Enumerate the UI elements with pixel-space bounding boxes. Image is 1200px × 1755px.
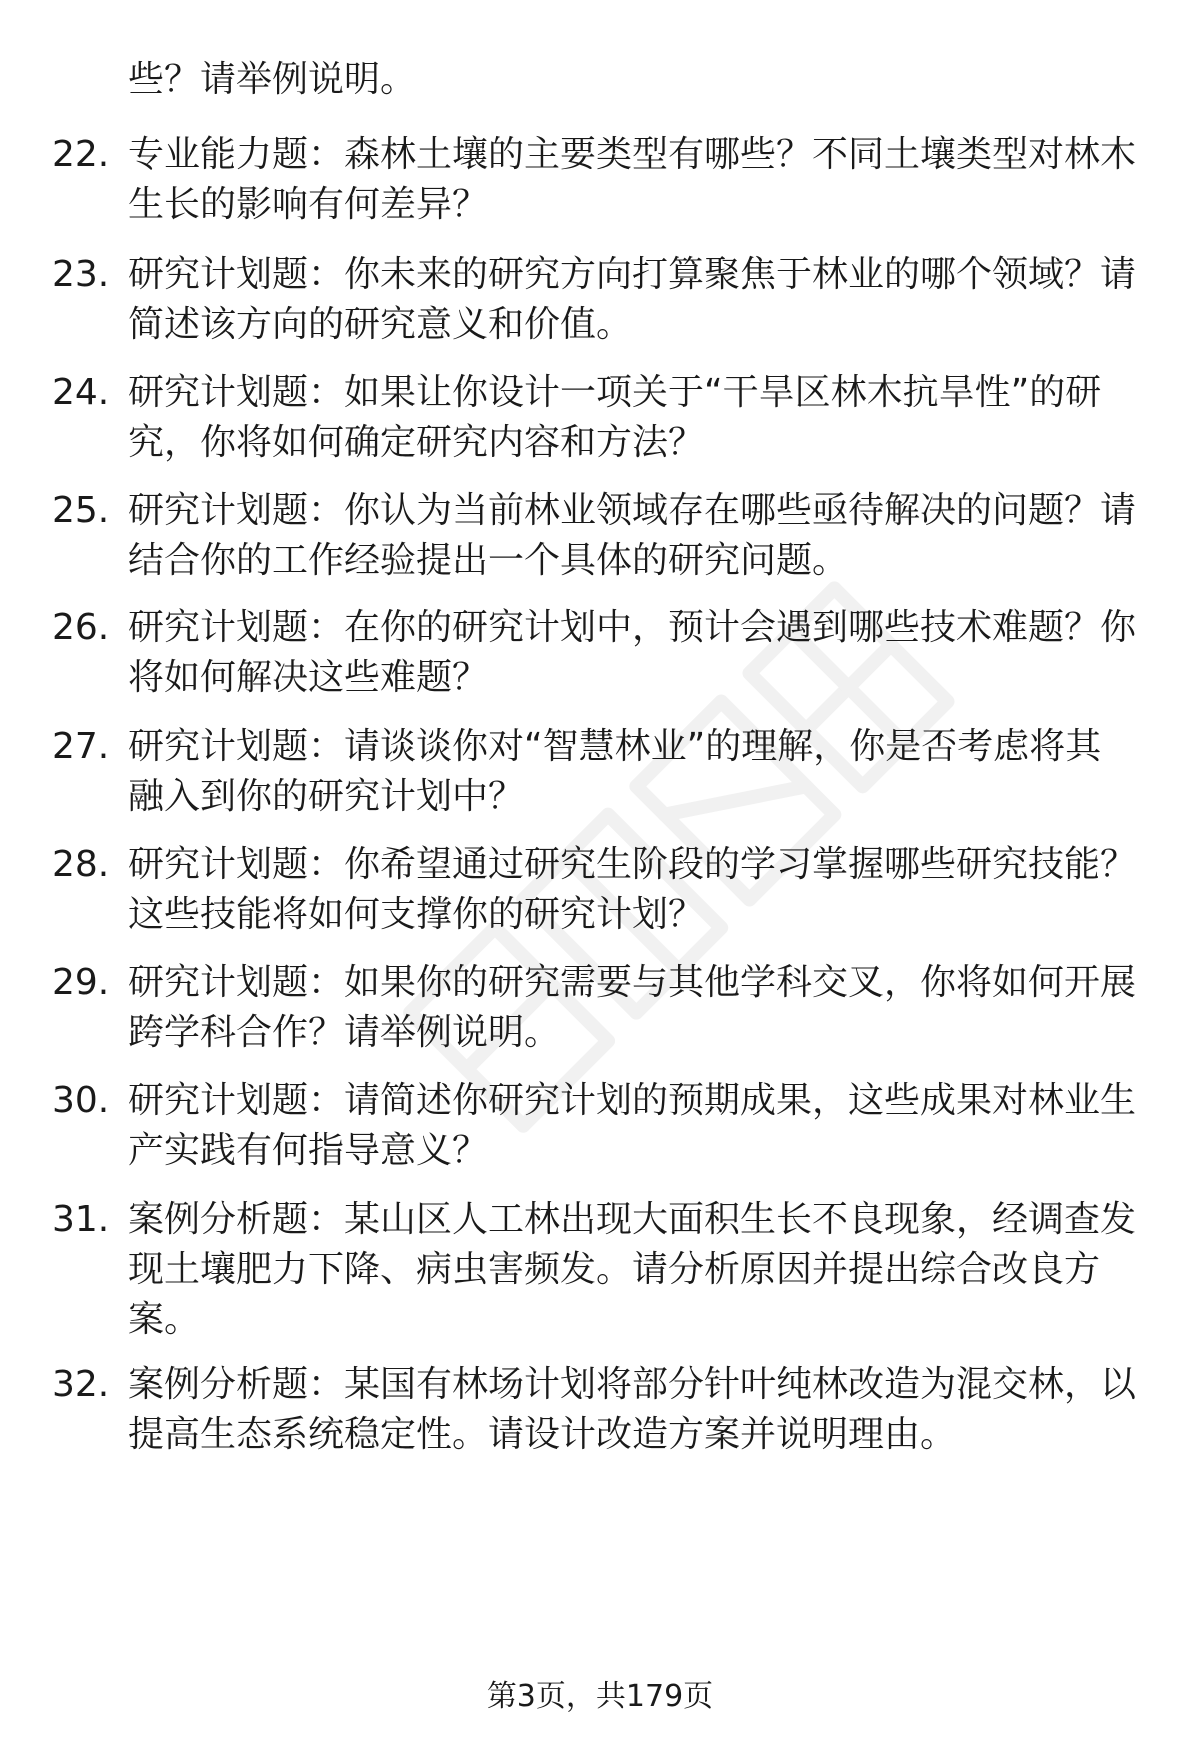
question-number: 30. xyxy=(52,1080,110,1121)
question-text: 研究计划题：如果你的研究需要与其他学科交叉，你将如何开展 跨学科合作？请举例说明。 xyxy=(128,962,1137,1053)
question-text: 研究计划题：你希望通过研究生阶段的学习掌握哪些研究技能？ 这些技能将如何支撑你的研究计划？ xyxy=(128,844,1137,935)
question-number: 32. xyxy=(52,1364,110,1405)
question-text: 研究计划题：在你的研究计划中，预计会遇到哪些技术难题？你 将如何解决这些难题？ xyxy=(128,607,1137,698)
question-text: 案例分析题：某山区人工林出现大面积生长不良现象，经调查发 现土壤肥力下降、病虫害频发。请分析原因并提出综合改良方 案。 xyxy=(128,1199,1137,1340)
question-number: 23. xyxy=(52,254,110,295)
question-text: 研究计划题：请简述你研究计划的预期成果，这些成果对林业生 产实践有何指导意义？ xyxy=(128,1080,1137,1171)
question-number: 26. xyxy=(52,607,110,648)
question-number: 27. xyxy=(52,726,110,767)
question-number: 29. xyxy=(52,962,110,1003)
question-text: 些？请举例说明。 xyxy=(128,59,417,100)
question-number: 24. xyxy=(52,372,110,413)
question-text: 研究计划题：你认为当前林业领域存在哪些亟待解决的问题？请 结合你的工作经验提出一个具体的研究问题。 xyxy=(128,490,1137,581)
question-number: 25. xyxy=(52,490,110,531)
page-number-footer: 第3页，共179页 xyxy=(486,1679,714,1714)
question-text: 研究计划题：你未来的研究方向打算聚焦于林业的哪个领域？请 简述该方向的研究意义和价值。 xyxy=(128,254,1137,345)
question-text: 研究计划题：请谈谈你对“智慧林业”的理解，你是否考虑将其 融入到你的研究计划中？ xyxy=(128,726,1102,817)
question-number: 31. xyxy=(52,1199,110,1240)
question-text: 研究计划题：如果让你设计一项关于“干旱区林木抗旱性”的研 究，你将如何确定研究内容和方法？ xyxy=(128,372,1102,463)
question-text: 专业能力题：森林土壤的主要类型有哪些？不同土壤类型对林木 生长的影响有何差异？ xyxy=(128,134,1137,225)
question-text: 案例分析题：某国有林场计划将部分针叶纯林改造为混交林，以 提高生态系统稳定性。请设计改造方案并说明理由。 xyxy=(128,1364,1137,1455)
question-number: 28. xyxy=(52,844,110,885)
question-number: 22. xyxy=(52,134,110,175)
